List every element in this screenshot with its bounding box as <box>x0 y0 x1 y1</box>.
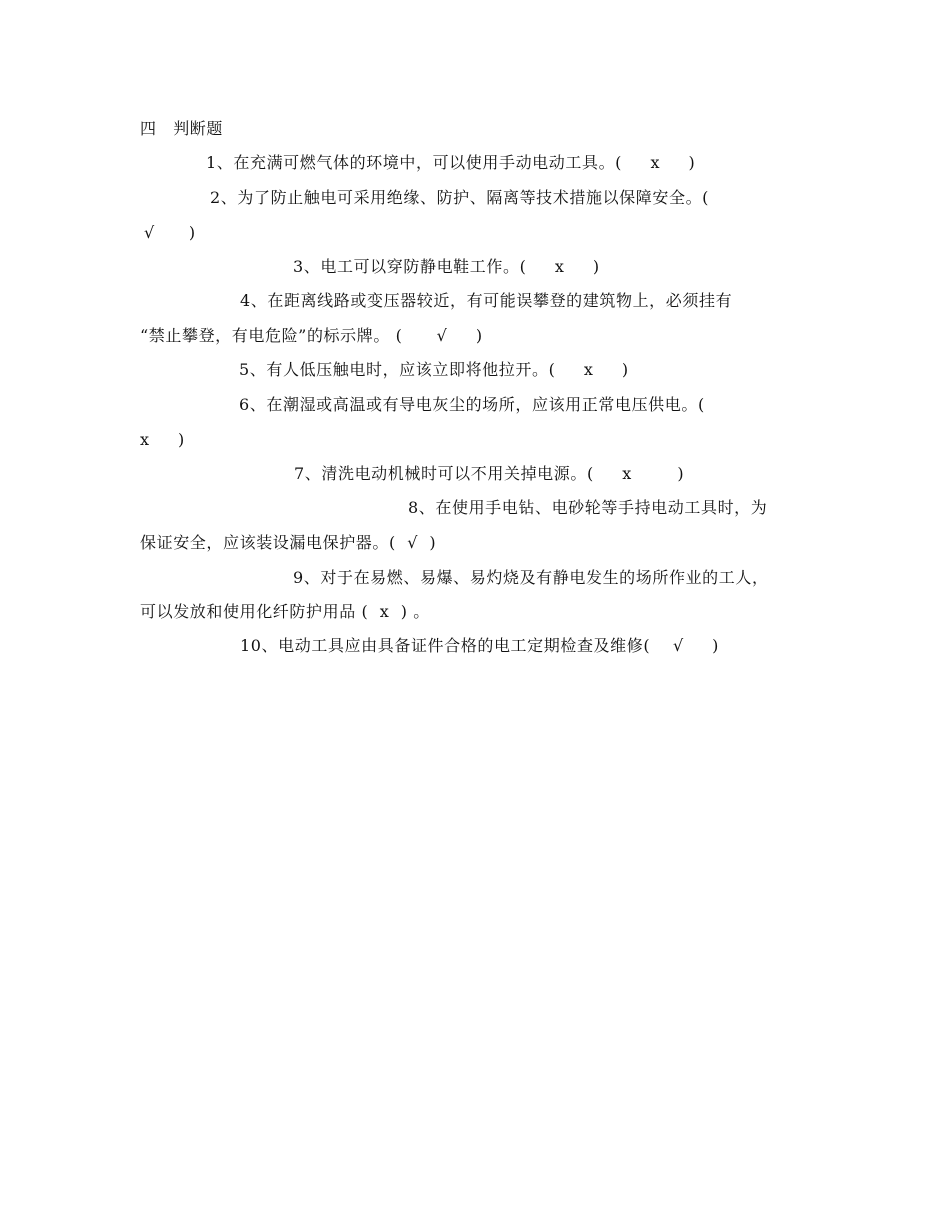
question-2-line-2: √ ) <box>144 223 196 242</box>
question-10-line-1: 10、电动工具应由具备证件合格的电工定期检查及维修( √ ) <box>240 636 720 655</box>
question-5-line-1: 5、有人低压触电时，应该立即将他拉开。( x ) <box>239 360 629 379</box>
question-3-line-1: 3、电工可以穿防静电鞋工作。( x ) <box>293 257 600 276</box>
section-heading: 四 判断题 <box>140 119 224 138</box>
question-2-line-1: 2、为了防止触电可采用绝缘、防护、隔离等技术措施以保障安全。( <box>210 188 710 207</box>
question-1-line-1: 1、在充满可燃气体的环境中，可以使用手动电动工具。( x ) <box>206 153 696 172</box>
question-4-line-1: 4、在距离线路或变压器较近，有可能误攀登的建筑物上，必须挂有 <box>240 291 733 310</box>
question-6-line-2: x ) <box>140 430 185 449</box>
question-7-line-1: 7、清洗电动机械时可以不用关掉电源。( x ) <box>294 464 685 483</box>
question-4-line-2: “禁止攀登，有电危险”的标示牌。 ( √ ) <box>140 326 483 345</box>
question-9-line-1: 9、对于在易燃、易爆、易灼烧及有静电发生的场所作业的工人， <box>293 568 769 587</box>
question-8-line-1: 8、在使用手电钻、电砂轮等手持电动工具时，为 <box>408 498 768 517</box>
question-6-line-1: 6、在潮湿或高温或有导电灰尘的场所，应该用正常电压供电。( <box>239 395 705 414</box>
question-8-line-2: 保证安全，应该装设漏电保护器。( √ ) <box>140 533 437 552</box>
question-9-line-2: 可以发放和使用化纤防护用品 ( x ) 。 <box>140 602 430 621</box>
